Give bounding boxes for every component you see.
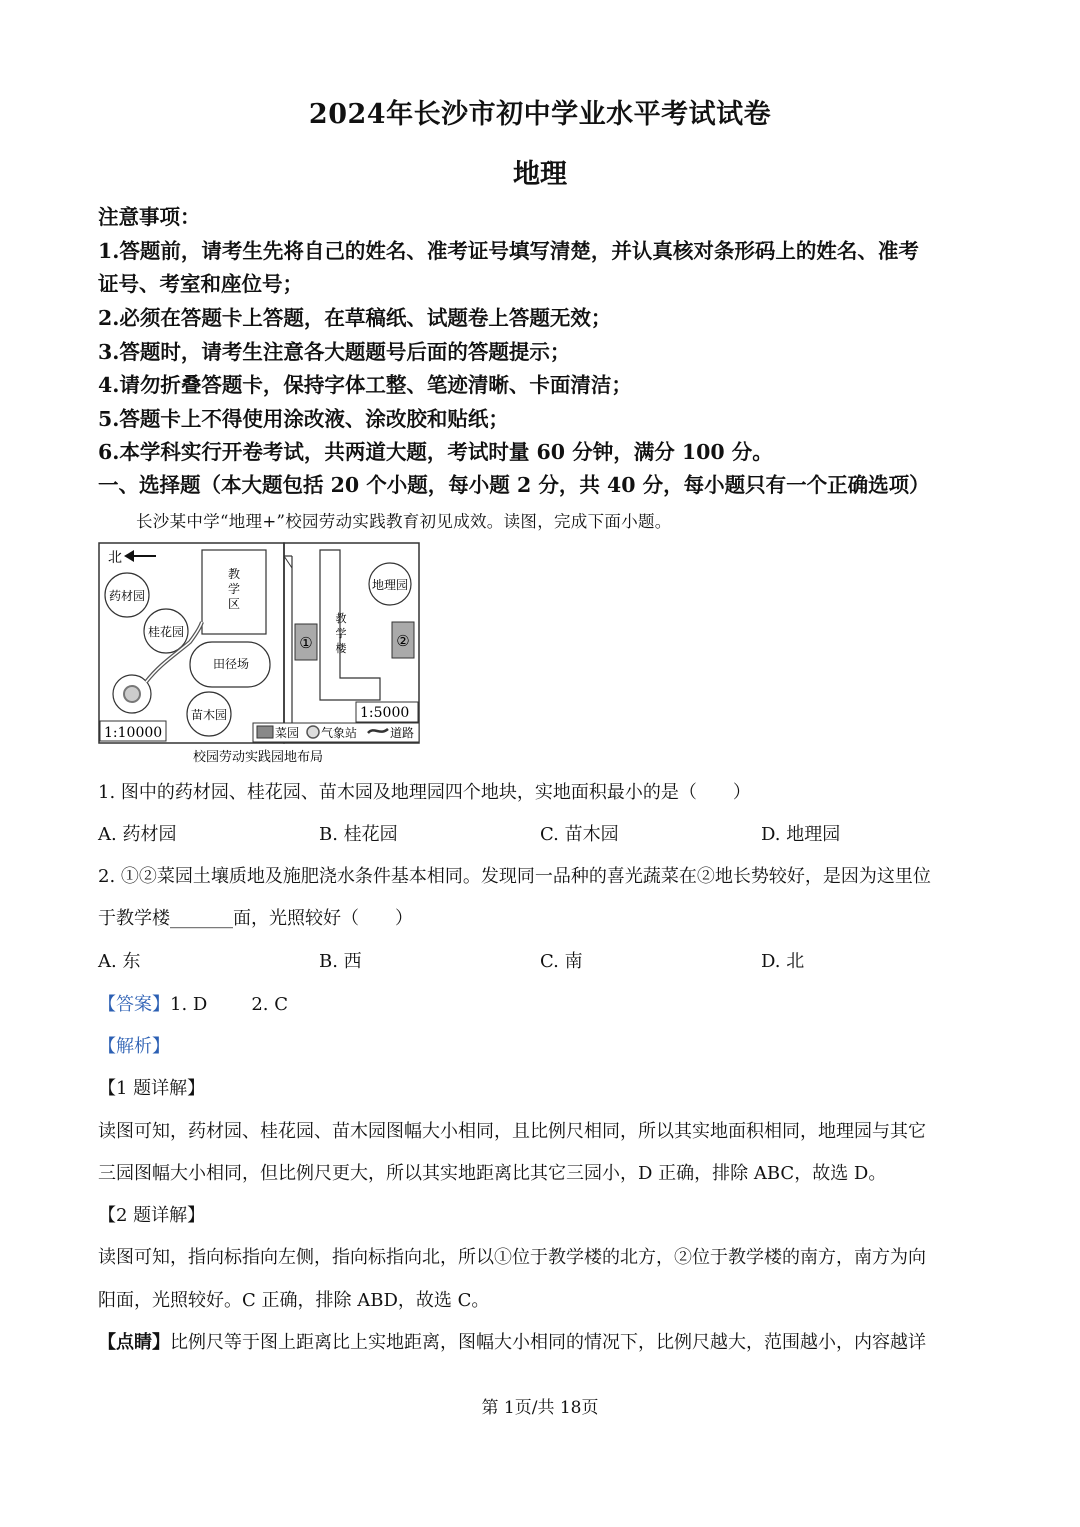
q2-option-d[interactable]: D. 北 [761,951,805,972]
plot1-label: ① [299,634,313,652]
legend-vegetable-icon [257,726,273,738]
jiaoxuelou-block [320,550,380,700]
q1-option-c[interactable]: C. 苗木园 [540,824,619,845]
section-heading: 一、选择题（本大题包括 20 个小题，每小题 2 分，共 40 分，每小题只有一个正确选项） [98,473,930,497]
q2-blank: _______ [170,908,233,929]
jiaoxuequ-char: 学 [227,582,241,596]
tip-label: 【点睛】 [98,1332,170,1353]
legend-daolu: 道路 [390,726,415,740]
tip-line [98,1328,983,1354]
page-footer: 第 1页/共 18页 [481,1398,599,1418]
question-2-line1: 2. ①②菜园土壤质地及施肥浇水条件基本相同。发现同一品种的喜光蔬菜在②地长势较好，是因为这里位 [98,866,931,887]
campus-map [98,542,422,766]
tip-text: 比例尺等于图上距离比上实地距离，图幅大小相同的情况下，比例尺越大，范围越小，内容越详 [170,1332,926,1353]
map-caption: 校园劳动实践园地布局 [192,750,324,765]
north-label: 北 [108,550,122,566]
dili-label: 地理园 [371,578,409,592]
jiaoxuequ-char: 教 [227,567,241,581]
plot2-label: ② [396,632,410,650]
analysis-label: 【解析】 [98,1036,170,1057]
north-arrow-icon [124,550,156,562]
question-1-text: 1. 图中的药材园、桂花园、苗木园及地理园四个地块，实地面积最小的是（ ） [98,782,751,803]
notice-item: 4.请勿折叠答题卡，保持字体工整、笔迹清晰、卡面清洁； [98,373,632,397]
jiaoxuelou-char: 教 [335,612,347,625]
q2-text-a: 于教学楼 [98,908,170,929]
q2-detail-line2: 阳面，光照较好。C 正确，排除 ABD，故选 C。 [98,1290,490,1311]
jiaoxuequ-char: 区 [227,597,241,611]
notice-item: 1.答题前，请考生先将自己的姓名、准考证号填写清楚，并认真核对条形码上的姓名、准考 [98,239,919,263]
question-intro: 长沙某中学“地理+”校园劳动实践教育初见成效。读图，完成下面小题。 [136,512,672,531]
jiaoxuelou-char: 学 [335,627,347,640]
q1-option-a[interactable]: A. 药材园 [98,824,177,845]
q1-detail-line2: 三园图幅大小相同，但比例尺更大，所以其实地距离比其它三园小，D 正确，排除 ABC，故选 D。 [98,1163,887,1184]
tianjing-label: 田径场 [212,657,250,671]
notice-item: 5.答题卡上不得使用涂改液、涂改胶和贴纸； [98,407,509,431]
miaomu-label: 苗木园 [190,708,228,722]
exam-title: 2024年长沙市初中学业水平考试试卷 [308,99,772,130]
jiaoxuelou-char: 楼 [335,642,347,655]
weather-station-icon [124,686,140,702]
q1-option-d[interactable]: D. 地理园 [761,824,841,845]
answer-1: 1. D [170,994,208,1015]
answer-line [98,990,983,1016]
subject-title: 地理 [513,159,567,190]
q2-text-b: 面，光照较好（ ） [233,908,413,929]
yaocai-label: 药材园 [108,589,146,603]
answer-label: 【答案】 [98,994,170,1015]
q2-option-c[interactable]: C. 南 [540,951,583,972]
legend-caiyuan: 菜园 [275,726,300,740]
legend-weather-icon [307,726,319,738]
q1-detail-line1: 读图可知，药材园、桂花园、苗木园图幅大小相同，且比例尺相同，所以其实地面积相同，地理园与其它 [98,1121,926,1142]
q1-detail-heading: 【1 题详解】 [98,1078,206,1099]
q2-detail-heading: 【2 题详解】 [98,1205,206,1226]
guihua-label: 桂花园 [147,625,185,639]
q2-option-b[interactable]: B. 西 [319,951,362,972]
question-2-line2 [98,904,983,930]
notice-item: 证号、考室和座位号； [98,272,303,296]
notice-item: 6.本学科实行开卷考试，共两道大题，考试时量 60 分钟，满分 100 分。 [98,440,773,464]
notice-heading: 注意事项： [98,205,201,229]
right-scale: 1:5000 [360,705,410,721]
notice-item: 3.答题时，请考生注意各大题题号后面的答题提示； [98,340,571,364]
notice-item: 2.必须在答题卡上答题，在草稿纸、试题卷上答题无效； [98,306,612,330]
left-scale: 1:10000 [104,725,163,741]
legend-qixiangzhan: 气象站 [321,726,358,740]
q1-option-b[interactable]: B. 桂花园 [319,824,398,845]
answer-2: 2. C [251,994,288,1015]
q2-option-a[interactable]: A. 东 [98,951,141,972]
q2-detail-line1: 读图可知，指向标指向左侧，指向标指向北，所以①位于教学楼的北方，②位于教学楼的南方，南方为向 [98,1247,926,1268]
